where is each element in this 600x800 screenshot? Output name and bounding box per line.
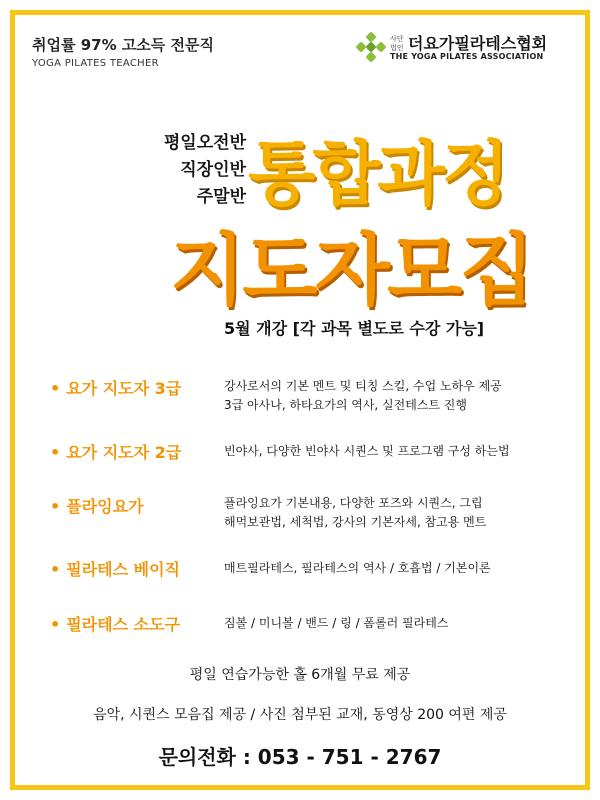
- materials-notice: 음악, 시퀀스 모음집 제공 / 사진 첨부된 교재, 동영상 200 여편 제공: [93, 707, 507, 723]
- course-desc-line: 해먹보관법, 세척법, 강사의 기본자세, 참고용 멘트: [224, 515, 487, 529]
- association-logo: [356, 30, 568, 66]
- course-name-pilates-basic: [50, 557, 180, 580]
- logo-name-korean: 더요가필라테스협회: [408, 34, 548, 53]
- opening-notice: 5월 개강 [각 과목 별도로 수강 가능]: [224, 319, 485, 338]
- course-desc-line: 플라잉요가 기본내용, 다양한 포즈와 시퀀스, 그립: [224, 496, 483, 510]
- course-desc-pilates-basic: [224, 559, 491, 578]
- title-instructor-recruitment: 지도자모집: [170, 226, 532, 316]
- schedule-office-workers: 직장인반: [180, 160, 246, 180]
- course-label: 요가 지도자 3급: [66, 379, 182, 398]
- course-name-pilates-props: [50, 612, 180, 635]
- logo-name-english: THE YOGA PILATES ASSOCIATION: [390, 52, 544, 61]
- schedule-weekend: 주말반: [196, 187, 246, 207]
- course-label: 플라잉요가: [66, 497, 144, 516]
- course-desc-pilates-props: [224, 614, 448, 633]
- course-desc-line: 강사로서의 기본 멘트 및 티칭 스킬, 수업 노하우 제공: [224, 379, 502, 393]
- title-integrated-course: 통합과정: [248, 133, 507, 215]
- course-name-yoga-level3: [50, 376, 181, 399]
- tagline: 취업률 97% 고소득 전문직: [32, 36, 214, 54]
- course-desc-flying-yoga: [224, 494, 486, 532]
- bullet-icon: •: [50, 497, 61, 516]
- course-name-yoga-level2: [50, 440, 181, 463]
- logo-small-tag: 사단법인: [390, 35, 404, 52]
- course-name-flying-yoga: [50, 494, 144, 517]
- course-desc-line: 빈야사, 다양한 빈야사 시퀀스 및 프로그램 구성 하는법: [224, 444, 510, 458]
- contact-phone: 문의전화 : 053 - 751 - 2767: [158, 745, 442, 769]
- bullet-icon: •: [50, 379, 61, 398]
- course-desc-line: 매트필라테스, 필라테스의 역사 / 호흡법 / 기본이론: [224, 561, 491, 575]
- course-desc-line: 짐볼 / 미니볼 / 밴드 / 링 / 폼롤러 필라테스: [224, 616, 449, 630]
- lotus-logo-icon: [356, 32, 386, 62]
- course-label: 필라테스 베이직: [66, 560, 180, 579]
- bullet-icon: •: [50, 443, 61, 462]
- bullet-icon: •: [50, 615, 61, 634]
- course-desc-yoga-level2: [224, 442, 510, 461]
- bullet-icon: •: [50, 560, 61, 579]
- english-subtitle: YOGA PILATES TEACHER: [32, 58, 159, 69]
- course-label: 요가 지도자 2급: [66, 443, 182, 462]
- free-hall-notice: 평일 연습가능한 홀 6개월 무료 제공: [189, 667, 411, 683]
- course-desc-yoga-level3: [224, 377, 502, 415]
- course-desc-line: 3급 아사나, 하타요가의 역사, 실전테스트 진행: [224, 398, 467, 412]
- schedule-weekday-morning: 평일오전반: [163, 133, 246, 153]
- course-label: 필라테스 소도구: [66, 615, 180, 634]
